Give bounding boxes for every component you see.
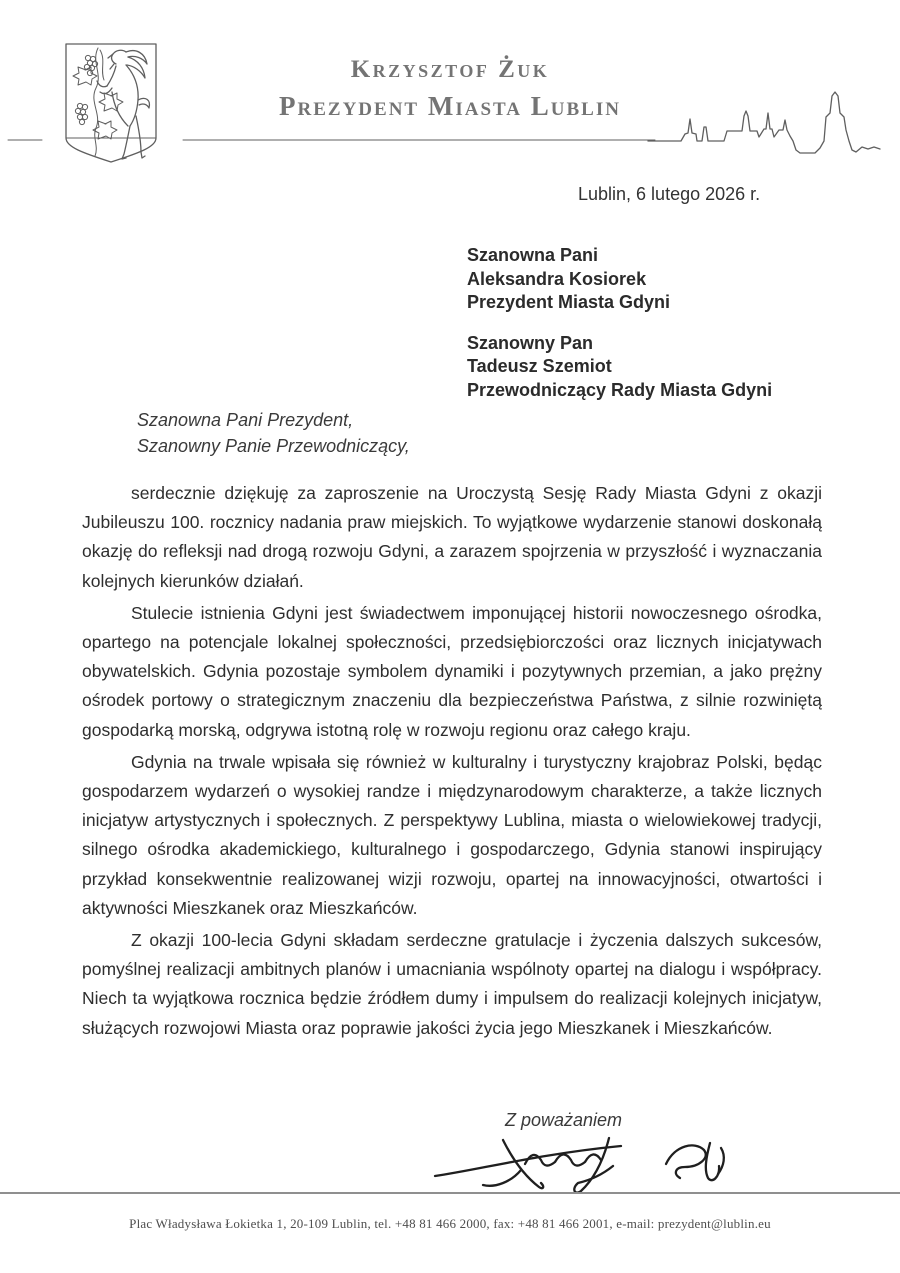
greeting-block xyxy=(137,407,410,459)
letterhead-title-block xyxy=(0,52,900,124)
greeting-line-1: Szanowna Pani Prezydent, xyxy=(137,410,354,430)
recipient-block xyxy=(467,244,772,419)
body-paragraph-1: serdecznie dziękuję za zaproszenie na Uroczystą Sesję Rady Miasta Gdyni z okazji Jubileuszu 100. rocznicy nadania praw miejskich. To wyjątkowe wydarzenie stanowi doskonałą okazję do refleksji nad drogą rozwoju Gdyni, a zarazem spojrzenia w przyszłość i wyznaczania kolejnych kierunków działań. xyxy=(82,483,822,591)
date-line: Lublin, 6 lutego 2026 r. xyxy=(578,184,761,204)
recipient-2-name: Tadeusz Szemiot xyxy=(467,356,612,376)
sender-title: Prezydent Miasta Lublin xyxy=(279,91,621,121)
sender-name: Krzysztof Żuk xyxy=(350,56,550,83)
recipient-2-salutation: Szanowny Pan xyxy=(467,332,594,353)
letter-body xyxy=(82,479,822,1046)
recipient-2 xyxy=(467,332,772,403)
recipient-1-role: Prezydent Miasta Gdyni xyxy=(467,292,671,312)
footer-rule xyxy=(0,1192,900,1194)
recipient-1 xyxy=(467,244,772,315)
closing-phrase: Z poważaniem xyxy=(505,1110,623,1130)
body-paragraph-2: Stulecie istnienia Gdyni jest świadectwem imponującej historii nowoczesnego ośrodka, opartego na potencjale lokalnej społeczności, przedsiębiorczości oraz licznych inicjatywach obywatelskich. Gdynia pozostaje symbolem dynamiki i pozytywnych przemian, a jako prężny ośrodek portowy o strategicznym znaczeniu dla bezpieczeństwa Państwa, z silnie rozwiniętą gospodarką morską, odgrywa istotną rolę w rozwoju regionu oraz całego kraju. xyxy=(82,602,822,740)
footer-contact: Plac Władysława Łokietka 1, 20-109 Lublin, tel. +48 81 466 2000, fax: +48 81 466 2001, e-mail: prezydent@lublin.eu xyxy=(129,1216,771,1231)
recipient-2-role: Przewodniczący Rady Miasta Gdyni xyxy=(467,379,773,400)
greeting-line-2: Szanowny Panie Przewodniczący, xyxy=(137,436,410,456)
body-paragraph-4: Z okazji 100-lecia Gdyni składam serdeczne gratulacje i życzenia dalszych sukcesów, pomyślnej realizacji ambitnych planów i umacniania wspólnoty opartej na dialogu i współpracy. Niech ta wyjątkowa rocznica będzie źródłem dumy i impulsem do realizacji kolejnych inicjatyw, służących rozwojowi Miasta oraz poprawie jakości życia jego Mieszkanek i Mieszkańców. xyxy=(82,930,822,1038)
body-paragraph-3: Gdynia na trwale wpisała się również w kulturalny i turystyczny krajobraz Polski, będąc gospodarzem wydarzeń o wysokiej randze i międzynarodowym charakterze, a także licznych inicjatyw artystycznych i społecznych. Z perspektywy Lublina, miasta o wielowiekowej tradycji, silnego ośrodka akademickiego, kulturalnego i gospodarczego, Gdynia stanowi inspirujący przykład konsekwentnie realizowanej wizji rozwoju, opartej na innowacyjności, otwartości i aktywności Mieszkanek oraz Mieszkańców. xyxy=(82,751,822,918)
recipient-1-salutation: Szanowna Pani xyxy=(467,245,599,265)
recipient-1-name: Aleksandra Kosiorek xyxy=(467,268,647,289)
